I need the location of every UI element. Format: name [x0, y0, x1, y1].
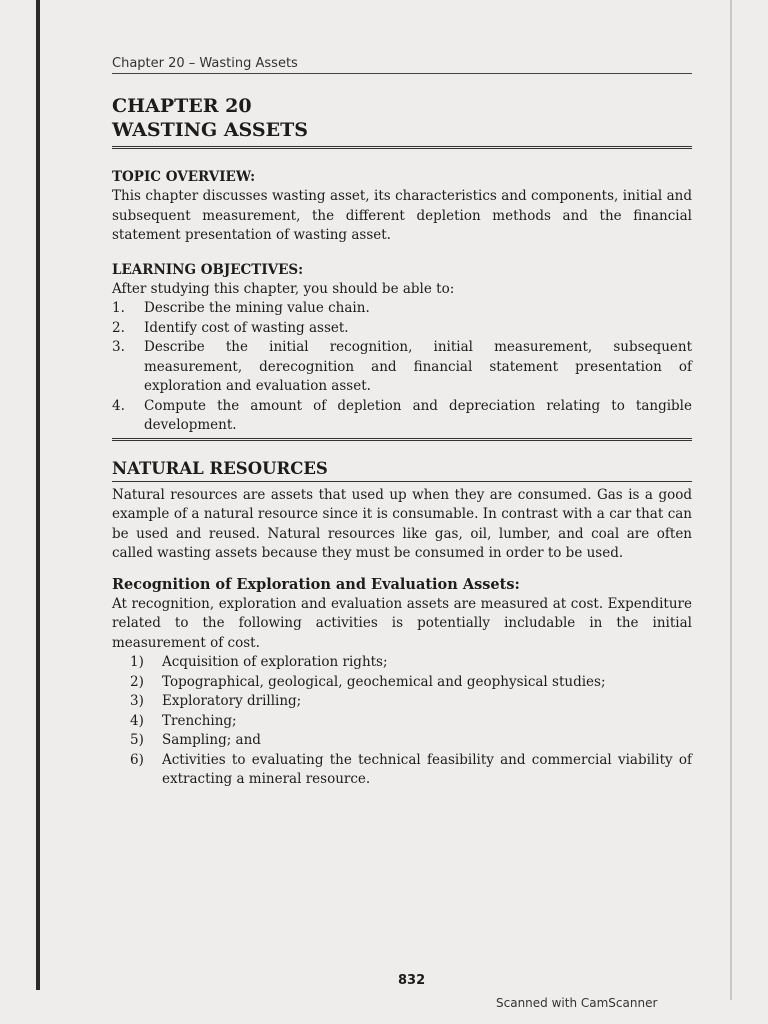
recognition-activities-list — [112, 653, 692, 790]
chapter-number: CHAPTER 20 — [112, 95, 252, 117]
page-binding-edge — [36, 0, 40, 990]
learning-objectives-section — [112, 262, 692, 441]
list-item: 2) Topographical, geological, geochemical and geophysical studies; — [130, 673, 606, 690]
recognition-text: At recognition, exploration and evaluation assets are measured at cost. Expenditure related to the following activities is potentially includable in the initial measurement of cost. — [112, 595, 692, 651]
recognition-section — [112, 576, 692, 790]
running-header: Chapter 20 – Wasting Assets — [112, 56, 692, 74]
list-item: 3. Describe the initial recognition, initial measurement, subsequent measurement, derecognition and financial statement presentation of exploration and evaluation asset. — [112, 339, 692, 394]
list-item: 1. Describe the mining value chain. — [112, 300, 370, 316]
list-item: 4. Compute the amount of depletion and depreciation relating to tangible development. — [112, 397, 692, 433]
learning-objectives-intro: After studying this chapter, you should be able to: — [112, 280, 455, 297]
list-item: 5) Sampling; and — [130, 732, 261, 748]
topic-overview-section — [112, 169, 692, 246]
natural-resources-heading: NATURAL RESOURCES — [112, 459, 692, 482]
page-number: 832 — [398, 973, 426, 988]
list-item: 2. Identify cost of wasting asset. — [112, 319, 349, 336]
list-item: 4) Trenching; — [130, 712, 237, 729]
page-right-edge — [730, 0, 732, 1000]
document-page — [112, 56, 692, 790]
natural-resources-section — [112, 459, 692, 564]
list-item: 3) Exploratory drilling; — [130, 693, 302, 709]
chapter-name: WASTING ASSETS — [112, 119, 308, 141]
scanner-watermark: Scanned with CamScanner — [496, 996, 658, 1010]
topic-overview-text: This chapter discusses wasting asset, its characteristics and components, initial and subsequent measurement, the different depletion methods and the financial statement presentation of wasting asset. — [112, 188, 692, 243]
list-item: 1) Acquisition of exploration rights; — [130, 654, 388, 670]
recognition-heading: Recognition of Exploration and Evaluation Assets: — [112, 575, 520, 593]
list-item: 6) Activities to evaluating the technical feasibility and commercial viability of extracting a mineral resource. — [130, 751, 692, 787]
chapter-title — [112, 94, 692, 149]
natural-resources-text: Natural resources are assets that used up when they are consumed. Gas is a good example of a natural resource since it is consumable. In contrast with a car that can be used and reused. Natural resources like gas, oil, lumber, and coal are often called wasting assets because they must be consumed in order to be used. — [112, 486, 692, 561]
topic-overview-label: TOPIC OVERVIEW: — [112, 169, 256, 185]
learning-objectives-label: LEARNING OBJECTIVES: — [112, 261, 304, 278]
learning-objectives-list — [112, 299, 692, 436]
